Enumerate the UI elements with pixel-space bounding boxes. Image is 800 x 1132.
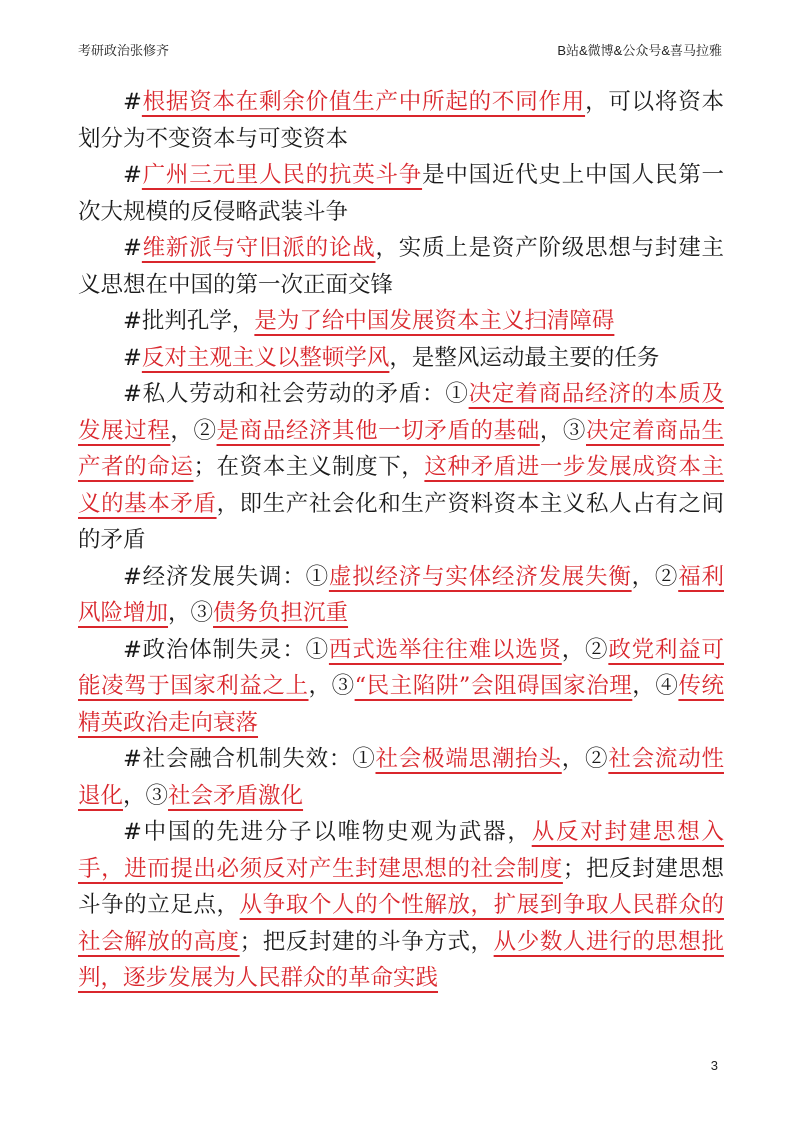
highlighted-text: “民主陷阱”会阻碍国家治理 [354, 673, 633, 699]
body-text: ；把反封建思想斗争的立足点， [78, 855, 724, 918]
paragraph [78, 741, 724, 814]
body-text: ；在资本主义制度下， [193, 454, 425, 480]
highlighted-text: 决定着商品生产者的命运 [78, 417, 724, 480]
body-text: #经济发展失调：① [123, 563, 329, 590]
body-text: #中国的先进分子以唯物史观为武器， [123, 819, 532, 845]
body-text: #批判孔学， [123, 308, 255, 334]
body-text: ；把反封建的斗争方式， [239, 928, 494, 955]
document-body [78, 84, 724, 997]
body-text: # [123, 89, 142, 115]
body-text: # [123, 162, 142, 188]
paragraph [78, 157, 724, 230]
body-text: ，④ [632, 673, 679, 699]
highlighted-text: 福利风险增加 [78, 563, 724, 626]
highlighted-text: 债务负担沉重 [213, 600, 349, 626]
highlighted-text: 从争取个人的个性解放，扩展到争取人民群众的社会解放的高度 [78, 892, 724, 955]
paragraph [78, 632, 724, 742]
body-text: ，③ [123, 782, 169, 809]
body-text: 是中国近代史上中国人民第一次大规模的反侵略武装斗争 [78, 162, 724, 225]
body-text: ，实质上是资产阶级思想与封建主义思想在中国的第一次正面交锋 [78, 235, 724, 298]
body-text: #私人劳动和社会劳动的矛盾：① [123, 381, 469, 407]
highlighted-text: 反对主观主义以整顿学风 [141, 344, 390, 371]
highlighted-text: 虚拟经济与实体经济发展失衡 [328, 563, 632, 590]
paragraph [78, 230, 724, 303]
body-text: ，② [170, 417, 217, 444]
highlighted-text: 传统精英政治走向衰落 [78, 673, 724, 736]
highlighted-text: 西式选举往往难以选贤 [328, 636, 562, 663]
highlighted-text: 社会矛盾激化 [168, 782, 304, 809]
highlighted-text: 社会流动性退化 [78, 746, 724, 809]
highlighted-text: 决定着商品经济的本质及发展过程 [78, 381, 724, 444]
paragraph [78, 814, 724, 997]
body-text: # [123, 344, 142, 371]
header-left-text: 考研政治张修齐 [78, 43, 170, 58]
body-text: ，可以将资本划分为不变资本与可变资本 [78, 89, 724, 152]
highlighted-text: 广州三元里人民的抗英斗争 [141, 162, 423, 188]
paragraph [78, 303, 724, 340]
body-text: ，② [631, 563, 679, 590]
highlighted-text: 维新派与守旧派的论战 [141, 235, 376, 261]
paragraph [78, 376, 724, 559]
body-text: ，③ [168, 600, 214, 626]
paragraph [78, 84, 724, 157]
highlighted-text: 是为了给中国发展资本主义扫清障碍 [254, 308, 615, 334]
body-text: ，是整风运动最主要的任务 [389, 344, 660, 371]
highlighted-text: 从少数人进行的思想批判，逐步发展为人民群众的革命实践 [78, 928, 724, 991]
paragraph [78, 559, 724, 632]
body-text: ，即生产社会化和生产资料资本主义私人占有之间的矛盾 [78, 490, 724, 553]
page-header [78, 40, 722, 59]
highlighted-text: 根据资本在剩余价值生产中所起的不同作用 [141, 89, 586, 115]
page-number: 3 [710, 1058, 718, 1073]
highlighted-text: 这种矛盾进一步发展成资本主义的基本矛盾 [78, 454, 724, 517]
header-right-text: B站&微博&公众号&喜马拉雅 [557, 43, 722, 58]
body-text: ，② [561, 746, 609, 772]
body-text: #政治体制失灵：① [123, 636, 329, 663]
body-text: # [123, 235, 142, 261]
paragraph [78, 340, 724, 377]
body-text: #社会融合机制失效：① [123, 746, 376, 772]
body-text: ，② [561, 636, 609, 663]
highlighted-text: 社会极端思潮抬头 [375, 746, 562, 772]
body-text: ，③ [539, 417, 586, 444]
highlighted-text: 从反对封建思想入手，进而提出必须反对产生封建思想的社会制度 [78, 819, 724, 882]
body-text: ，③ [308, 673, 355, 699]
highlighted-text: 政党利益可能凌驾于国家利益之上 [78, 636, 724, 699]
highlighted-text: 是商品经济其他一切矛盾的基础 [216, 417, 540, 444]
